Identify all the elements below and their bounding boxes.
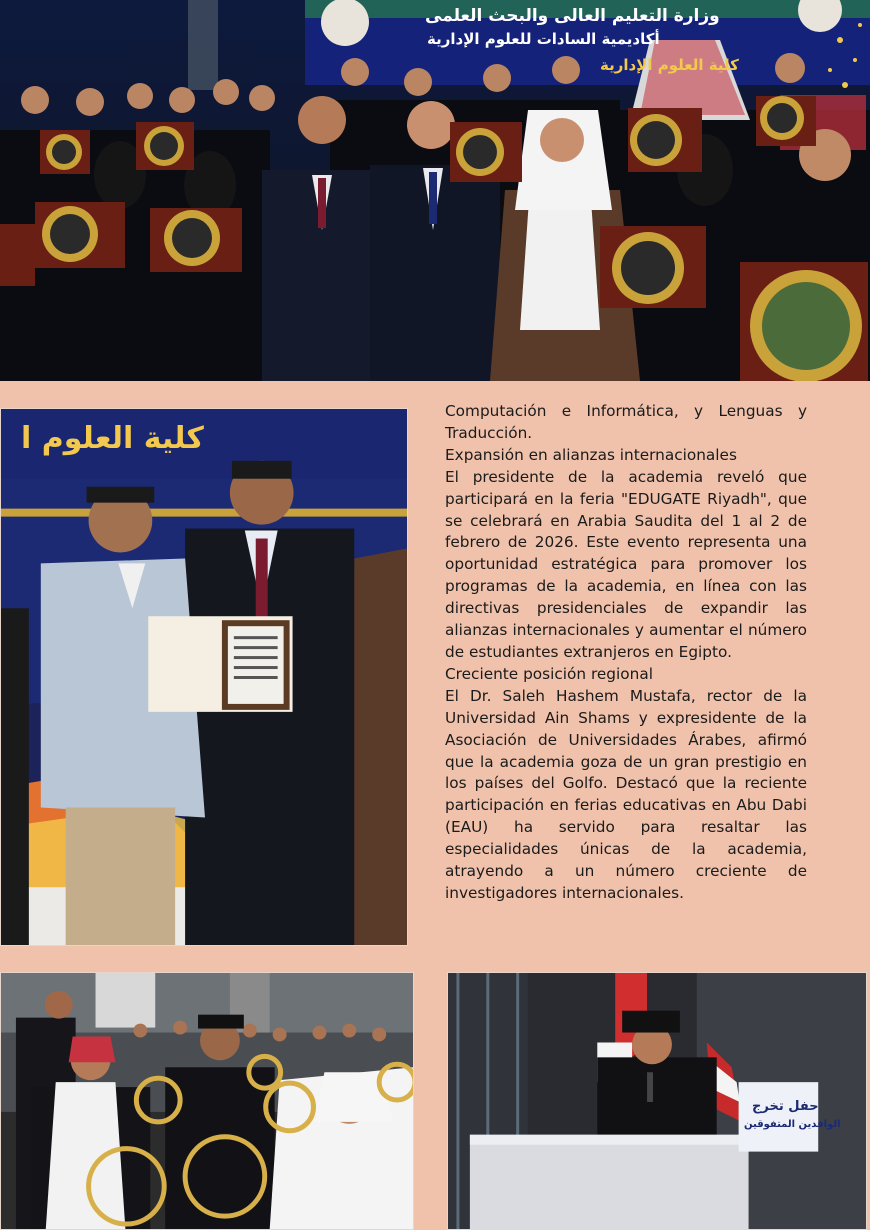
photo-speaker-podium — [447, 972, 867, 1230]
article-paragraph-1: Computación e Informática, y Lenguas y Traducción. — [445, 402, 807, 442]
sign-text-top-students: الوافدين المتفوقين — [744, 1119, 841, 1130]
certificate-photo-illustration — [1, 409, 407, 945]
photo-certificate-presentation — [0, 408, 408, 946]
sign-text-graduation: حفل تخرج — [752, 1099, 819, 1114]
article-text — [445, 401, 807, 905]
article-paragraph-2: El presidente de la academia reveló que participará en la feria "EDUGATE Riyadh", que se celebrará en Arabia Saudita del 1 al 2 de febrero de 2026. Este evento representa una oportunidad estratégica para promover los programas de la academia, en línea con las directivas presidenciales de expandir las alianzas internacionales y aumentar el número de estudiantes extranjeros en Egipto. — [445, 467, 807, 661]
article-heading-regional: Creciente posición regional — [445, 664, 653, 683]
banner-text-faculty: كلية العلوم الإدارية — [600, 56, 739, 74]
group-photo-illustration — [0, 0, 870, 381]
article-paragraph-3: El Dr. Saleh Hashem Mustafa, rector de la Universidad Ain Shams y expresidente de la Asociación de Universidades Árabes, afirmó que la academia goza de un gran prestigio en los países del Golfo. Destacó que la reciente participación en ferias educativas en Abu Dabi (EAU) ha servido para resaltar las especialidades únicas de la academia, atrayendo a un número creciente de investigadores internacionales. — [445, 686, 807, 902]
article-heading-alliances: Expansión en alianzas internacionales — [445, 445, 737, 464]
banner-text-ministry: وزارة التعليم العالى والبحث العلمى — [425, 6, 720, 26]
banner-text-faculty-mid: كلية العلوم ا — [21, 421, 204, 456]
photo-seated-graduates — [0, 972, 414, 1230]
photo-graduation-group — [0, 0, 870, 381]
seated-graduates-illustration — [1, 973, 413, 1229]
banner-text-academy: أكاديمية السادات للعلوم الإدارية — [427, 30, 660, 48]
